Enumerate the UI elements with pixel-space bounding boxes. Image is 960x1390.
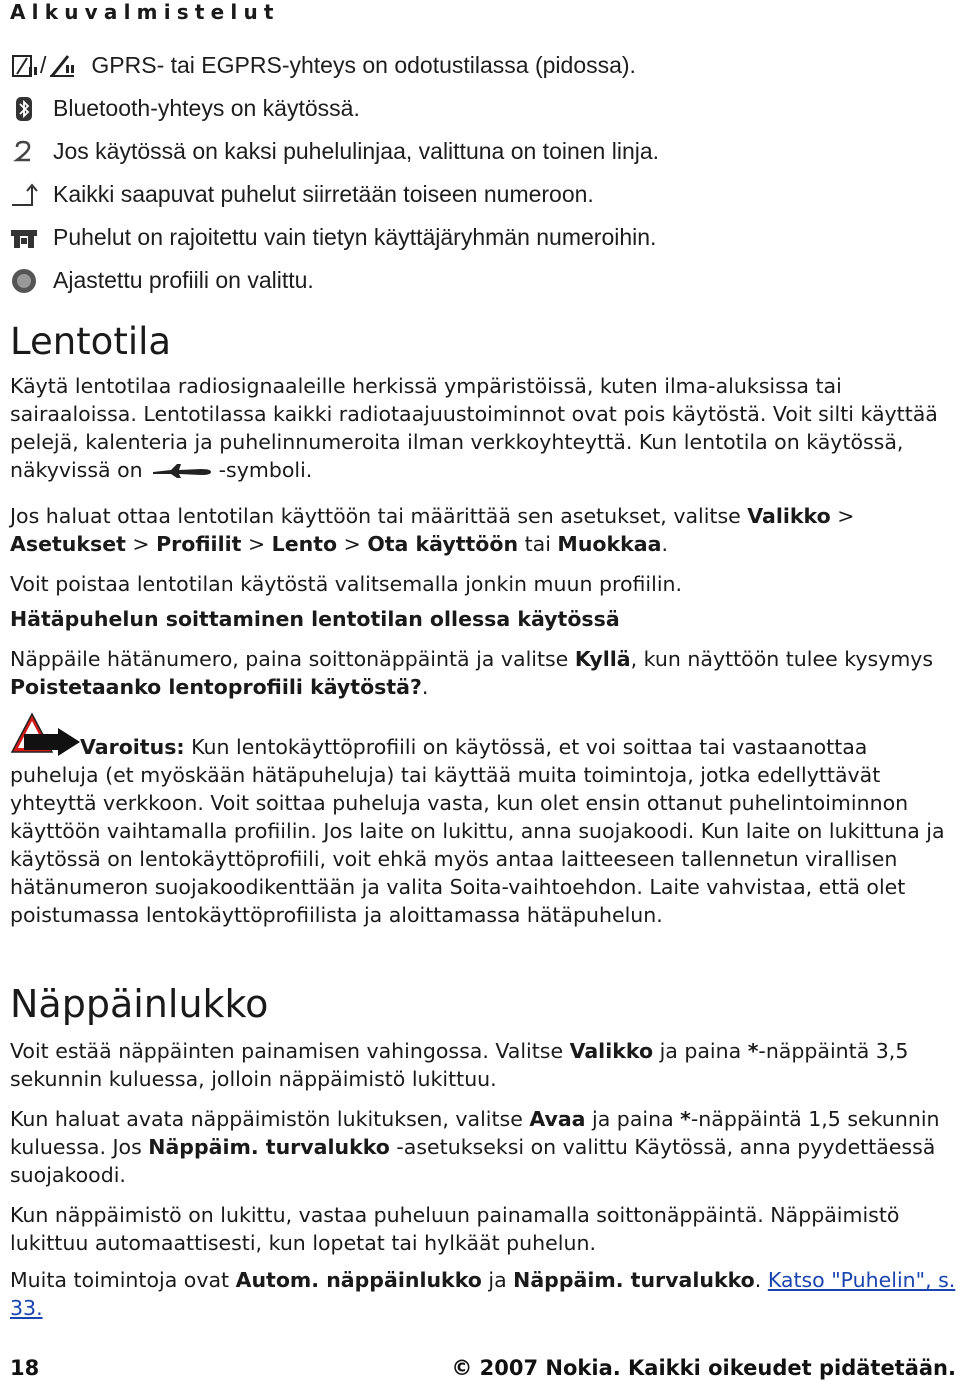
paragraph: Muita toimintoja ovat Autom. näppäinlukko ja Näppäim. turvalukko. Katso "Puhelin", s. 33. — [10, 1268, 956, 1320]
line-2-icon — [10, 138, 38, 166]
warning-label: Varoitus: — [80, 735, 185, 759]
list-item — [10, 173, 950, 216]
paragraph: Voit poistaa lentotilan käytöstä valitsemalla jonkin muun profiilin. — [10, 572, 683, 596]
paragraph: Kun haluat avata näppäimistön lukituksen, valitse Avaa ja paina *-näppäintä 1,5 sekunnin kuluessa. Jos Näppäim. turvalukko -asetukseksi on valittu Käytössä, anna pyydettäessä suojakoodi. — [10, 1107, 940, 1187]
status-icon-list — [10, 44, 950, 302]
section-heading-lentotila: Lentotila — [10, 320, 172, 363]
menu-path-ota-kayttoon: Ota käyttöön — [367, 532, 519, 556]
menu-path-muokkaa: Muokkaa — [557, 532, 662, 556]
paragraph: Jos haluat ottaa lentotilan käyttöön tai määrittää sen asetukset, valitse Valikko > Asetukset > Profiilit > Lento > Ota käyttöön tai Muokkaa. — [10, 504, 855, 556]
cross-reference-link[interactable]: Katso "Puhelin", s. 33. — [10, 1268, 956, 1320]
status-description: Jos käytössä on kaksi puhelulinjaa, valittuna on toinen linja. — [53, 138, 660, 164]
list-item — [10, 130, 950, 173]
list-item — [10, 216, 950, 259]
status-description: Puhelut on rajoitettu vain tietyn käyttäjäryhmän numeroihin. — [53, 224, 657, 250]
status-description: Bluetooth-yhteys on käytössä. — [53, 95, 360, 121]
warning-paragraph: Varoitus: Kun lentokäyttöprofiili on käytössä, et voi soittaa tai vastaanottaa puheluja (et myöskään hätäpuheluja) tai käyttää muita toimintoja, jotka edellyttävät yhteyttä verkkoon. Voit soittaa puheluja vasta, kun olet ensin ottanut puhelintoiminnon käyttöön vaihtamalla profiilin. Jos laite on lukittu, anna suojakoodi. Kun laite on lukittuna ja käytössä on lentokäyttöprofiili, voit ehkä myös antaa laitteeseen tallennetun virallisen hätänumeron suojakoodikenttään ja valita Soita-vaihtoehdon. Laite vahvistaa, että olet poistumassa lentokäyttöprofiilista ja aloittamassa hätäpuhelun. — [10, 735, 945, 927]
status-description: Ajastettu profiili on valittu. — [53, 267, 314, 293]
menu-path-lento: Lento — [271, 532, 338, 556]
menu-path-asetukset: Asetukset — [10, 532, 126, 556]
timed-profile-icon — [10, 267, 38, 295]
bluetooth-icon — [10, 95, 38, 123]
running-title: Alkuvalmistelut — [10, 0, 280, 24]
status-description: GPRS- tai EGPRS-yhteys on odotustilassa (pidossa). — [91, 52, 636, 78]
menu-path-profiilit: Profiilit — [156, 532, 242, 556]
paragraph: Voit estää näppäinten painamisen vahingossa. Valitse Valikko ja paina *-näppäintä 3,5 sekunnin kuluessa, jolloin näppäimistö lukittuu. — [10, 1039, 909, 1091]
paragraph: Käytä lentotilaa radiosignaaleille herkissä ympäristöissä, kuten ilma-aluksissa tai sairaaloissa. Lentotilassa kaikki radiotaajuustoiminnot ovat pois käytöstä. Voit silti käyttää pelejä, kalenteria ja puhelinnumeroita ilman verkkoyhteyttä. Kun lentotila on käytössä, näkyvissä on -symboli. — [10, 374, 938, 482]
paragraph: Kun näppäimistö on lukittu, vastaa puheluun painamalla soittonäppäintä. Näppäimistö lukittuu automaattisesti, kun lopetat tai hylkäät puhelun. — [10, 1203, 900, 1255]
copyright: © 2007 Nokia. Kaikki oikeudet pidätetään. — [451, 1356, 956, 1380]
section-heading-nappainlukko: Näppäinlukko — [10, 982, 269, 1026]
list-item — [10, 87, 950, 130]
closed-user-group-icon — [10, 224, 38, 252]
list-item — [10, 44, 950, 87]
menu-path-valikko: Valikko — [747, 504, 831, 528]
page-number: 18 — [10, 1356, 40, 1380]
list-item — [10, 259, 950, 302]
subheading: Hätäpuhelun soittaminen lentotilan ollessa käytössä — [10, 607, 620, 631]
icon-separator: / — [40, 52, 47, 78]
paragraph: Näppäile hätänumero, paina soittonäppäintä ja valitse Kyllä, kun näyttöön tulee kysymys Poistetaanko lentoprofiili käytöstä?. — [10, 647, 934, 699]
call-divert-icon — [10, 181, 38, 209]
gprs-hold-icon — [10, 52, 38, 80]
airplane-mode-icon — [151, 463, 213, 479]
status-description: Kaikki saapuvat puhelut siirretään toiseen numeroon. — [53, 181, 594, 207]
egprs-hold-icon — [48, 52, 76, 80]
